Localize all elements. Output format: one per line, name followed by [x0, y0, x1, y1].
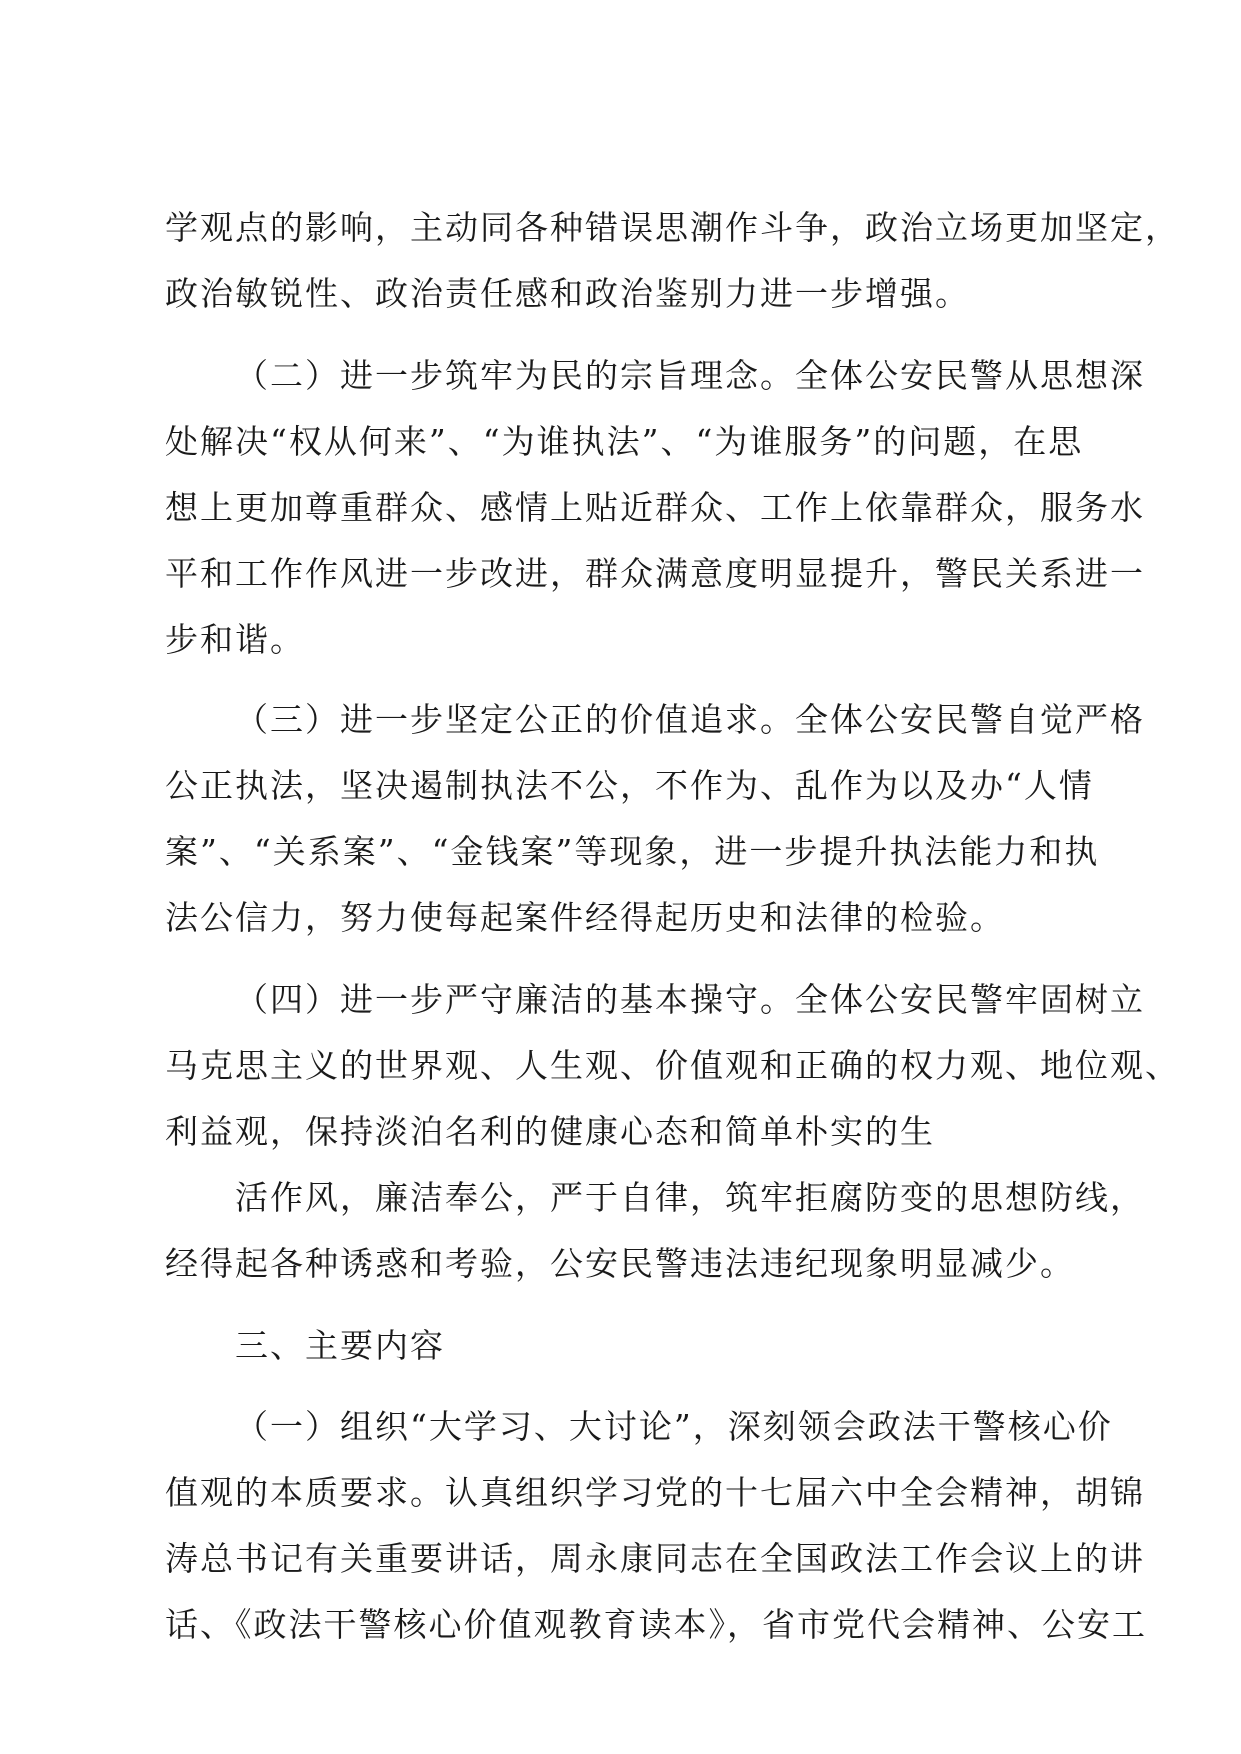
text-line: 想上更加尊重群众、感情上贴近群众、工作上依靠群众，服务水 — [165, 488, 1145, 527]
paragraph-heading: （四）进一步严守廉洁的基本操守。全体公安民警牢固树立 — [235, 980, 1145, 1019]
paragraph-heading: （三）进一步坚定公正的价值追求。全体公安民警自觉严格 — [235, 700, 1145, 739]
text-line: 马克思主义的世界观、人生观、价值观和正确的权力观、地位观、 — [165, 1046, 1180, 1085]
section-heading: 三、主要内容 — [235, 1326, 445, 1365]
text-line: 政治敏锐性、政治责任感和政治鉴别力进一步增强。 — [165, 274, 970, 313]
paragraph-heading: （二）进一步筑牢为民的宗旨理念。全体公安民警从思想深 — [235, 356, 1145, 395]
text-line: 值观的本质要求。认真组织学习党的十七届六中全会精神，胡锦 — [165, 1473, 1145, 1512]
text-line: 话、《政法干警核心价值观教育读本》，省市党代会精神、公安工 — [165, 1605, 1147, 1644]
text-line: 涛总书记有关重要讲话，周永康同志在全国政法工作会议上的讲 — [165, 1539, 1145, 1578]
text-line: 经得起各种诱惑和考验，公安民警违法违纪现象明显减少。 — [165, 1244, 1075, 1283]
text-line: 步和谐。 — [165, 620, 305, 659]
text-line: 利益观，保持淡泊名利的健康心态和简单朴实的生 — [165, 1112, 935, 1151]
text-line: 平和工作作风进一步改进，群众满意度明显提升，警民关系进一 — [165, 554, 1145, 593]
text-line: 学观点的影响，主动同各种错误思潮作斗争，政治立场更加坚定， — [165, 208, 1180, 247]
text-line: 案”、“关系案”、“金钱案”等现象，进一步提升执法能力和执 — [165, 832, 1100, 871]
text-line: 活作风，廉洁奉公，严于自律，筑牢拒腐防变的思想防线， — [235, 1178, 1145, 1217]
paragraph-heading: （一）组织“大学习、大讨论”，深刻领会政法干警核心价 — [235, 1407, 1113, 1446]
text-line: 法公信力，努力使每起案件经得起历史和法律的检验。 — [165, 898, 1005, 937]
text-line: 公正执法，坚决遏制执法不公，不作为、乱作为以及办“人情 — [165, 766, 1094, 805]
text-line: 处解决“权从何来”、“为谁执法”、“为谁服务”的问题，在思 — [165, 422, 1084, 461]
